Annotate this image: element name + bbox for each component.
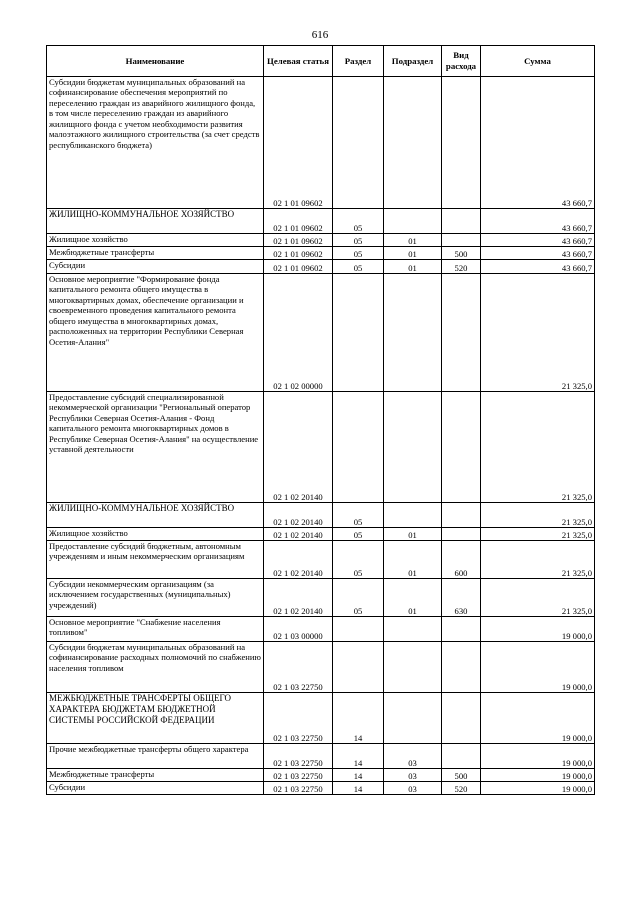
cell-sum: 19 000,0 [481,782,595,795]
table-row [47,782,595,795]
cell-subsection [384,503,442,528]
cell-subsection: 01 [384,579,442,617]
cell-sum: 19 000,0 [481,617,595,642]
header-target: Целевая статья [264,46,333,77]
cell-target: 02 1 03 22750 [264,782,333,795]
cell-exp-type [442,744,481,769]
table-body [47,77,595,795]
cell-subsection: 03 [384,769,442,782]
cell-sum: 21 325,0 [481,274,595,392]
table-row [47,247,595,260]
cell-subsection [384,274,442,392]
header-sum: Сумма [481,46,595,77]
cell-section [333,274,384,392]
cell-exp-type [442,392,481,503]
cell-name: Субсидии [47,260,264,274]
cell-exp-type [442,209,481,234]
cell-exp-type: 500 [442,769,481,782]
cell-sum: 21 325,0 [481,392,595,503]
cell-sum: 19 000,0 [481,693,595,744]
cell-target: 02 1 01 09602 [264,77,333,209]
header-row [47,46,595,77]
cell-name: Предоставление субсидий бюджетным, автономным учреждениям и иным некоммерческим организациям [47,541,264,579]
cell-exp-type [442,642,481,693]
cell-name: Основное мероприятие "Формирование фонда капитального ремонта общего имущества в многоквартирных домах, обеспечение организации и своевременного проведения капитального ремонта общего имущества в многоквартирных домах, расположенных на территории Республики Северная Осетия-Алания" [47,274,264,392]
cell-name: МЕЖБЮДЖЕТНЫЕ ТРАНСФЕРТЫ ОБЩЕГО ХАРАКТЕРА БЮДЖЕТАМ БЮДЖЕТНОЙ СИСТЕМЫ РОССИЙСКОЙ ФЕДЕРАЦИИ [47,693,264,744]
cell-name: ЖИЛИЩНО-КОММУНАЛЬНОЕ ХОЗЯЙСТВО [47,209,264,234]
table-row [47,209,595,234]
table-row [47,541,595,579]
cell-target: 02 1 03 22750 [264,744,333,769]
cell-name: Прочие межбюджетные трансферты общего характера [47,744,264,769]
cell-exp-type [442,77,481,209]
table-row [47,693,595,744]
header-exp-type: Вид расхода [442,46,481,77]
table-row [47,234,595,247]
cell-subsection: 01 [384,528,442,541]
cell-target: 02 1 01 09602 [264,209,333,234]
cell-subsection: 01 [384,247,442,260]
cell-sum: 43 660,7 [481,77,595,209]
cell-section: 05 [333,503,384,528]
cell-sum: 21 325,0 [481,541,595,579]
cell-section [333,392,384,503]
cell-target: 02 1 03 22750 [264,769,333,782]
cell-subsection [384,77,442,209]
cell-sum: 19 000,0 [481,744,595,769]
cell-subsection: 03 [384,744,442,769]
cell-exp-type [442,503,481,528]
cell-exp-type: 630 [442,579,481,617]
cell-section: 05 [333,528,384,541]
cell-subsection [384,392,442,503]
cell-target: 02 1 03 22750 [264,642,333,693]
cell-subsection: 01 [384,234,442,247]
cell-sum: 21 325,0 [481,528,595,541]
cell-sum: 43 660,7 [481,209,595,234]
header-name: Наименование [47,46,264,77]
cell-section: 05 [333,260,384,274]
cell-section: 05 [333,247,384,260]
cell-target: 02 1 01 09602 [264,234,333,247]
table-row [47,503,595,528]
cell-target: 02 1 02 00000 [264,274,333,392]
cell-name: Субсидии [47,782,264,795]
cell-section [333,617,384,642]
cell-target: 02 1 02 20140 [264,503,333,528]
table-row [47,617,595,642]
cell-name: Межбюджетные трансферты [47,769,264,782]
cell-name: Межбюджетные трансферты [47,247,264,260]
cell-exp-type: 600 [442,541,481,579]
cell-subsection: 03 [384,782,442,795]
cell-target: 02 1 01 09602 [264,260,333,274]
cell-target: 02 1 02 20140 [264,392,333,503]
cell-exp-type [442,528,481,541]
cell-name: Предоставление субсидий специализированной некоммерческой организации "Региональный оператор Республики Северная Осетия-Алания - Фонд капитального ремонта многоквартирных домов в Республике Северная Осетия-Алания" на осуществление уставной деятельности [47,392,264,503]
cell-section: 14 [333,693,384,744]
cell-exp-type [442,693,481,744]
table-row [47,260,595,274]
cell-name: Субсидии бюджетам муниципальных образований на софинансирование обеспечения мероприятий по переселению граждан из аварийного жилищного фонда, в том числе переселению граждан из аварийного жилищного фонда с учетом необходимости развития малоэтажного жилищного строительства (за счет средств республиканского бюджета) [47,77,264,209]
cell-section: 05 [333,234,384,247]
cell-subsection: 01 [384,260,442,274]
cell-sum: 43 660,7 [481,247,595,260]
cell-subsection [384,209,442,234]
table-row [47,274,595,392]
table-row [47,528,595,541]
cell-name: Жилищное хозяйство [47,234,264,247]
cell-exp-type: 520 [442,260,481,274]
cell-sum: 43 660,7 [481,260,595,274]
cell-section: 05 [333,541,384,579]
page-number: 616 [311,29,329,41]
cell-subsection: 01 [384,541,442,579]
cell-name: Субсидии некоммерческим организациям (за исключением государственных (муниципальных) учреждений) [47,579,264,617]
cell-section: 05 [333,579,384,617]
table-row [47,77,595,209]
cell-sum: 21 325,0 [481,503,595,528]
header-subsection: Подраздел [384,46,442,77]
cell-section: 14 [333,769,384,782]
cell-exp-type [442,617,481,642]
budget-table [46,45,595,795]
cell-section [333,642,384,693]
cell-target: 02 1 02 20140 [264,541,333,579]
table-row [47,744,595,769]
cell-exp-type [442,234,481,247]
cell-subsection [384,693,442,744]
cell-name: Основное мероприятие "Снабжение населения топливом" [47,617,264,642]
cell-section: 14 [333,782,384,795]
cell-sum: 19 000,0 [481,642,595,693]
cell-target: 02 1 03 00000 [264,617,333,642]
cell-target: 02 1 02 20140 [264,528,333,541]
cell-section: 14 [333,744,384,769]
cell-subsection [384,617,442,642]
cell-target: 02 1 01 09602 [264,247,333,260]
cell-name: ЖИЛИЩНО-КОММУНАЛЬНОЕ ХОЗЯЙСТВО [47,503,264,528]
table-row [47,579,595,617]
cell-sum: 43 660,7 [481,234,595,247]
cell-section: 05 [333,209,384,234]
table-row [47,392,595,503]
cell-sum: 21 325,0 [481,579,595,617]
cell-target: 02 1 02 20140 [264,579,333,617]
cell-section [333,77,384,209]
cell-sum: 19 000,0 [481,769,595,782]
cell-exp-type [442,274,481,392]
table-row [47,642,595,693]
cell-exp-type: 500 [442,247,481,260]
cell-name: Субсидии бюджетам муниципальных образований на софинансирование расходных полномочий по снабжению населения топливом [47,642,264,693]
table-row [47,769,595,782]
cell-name: Жилищное хозяйство [47,528,264,541]
cell-exp-type: 520 [442,782,481,795]
cell-target: 02 1 03 22750 [264,693,333,744]
cell-subsection [384,642,442,693]
header-section: Раздел [333,46,384,77]
